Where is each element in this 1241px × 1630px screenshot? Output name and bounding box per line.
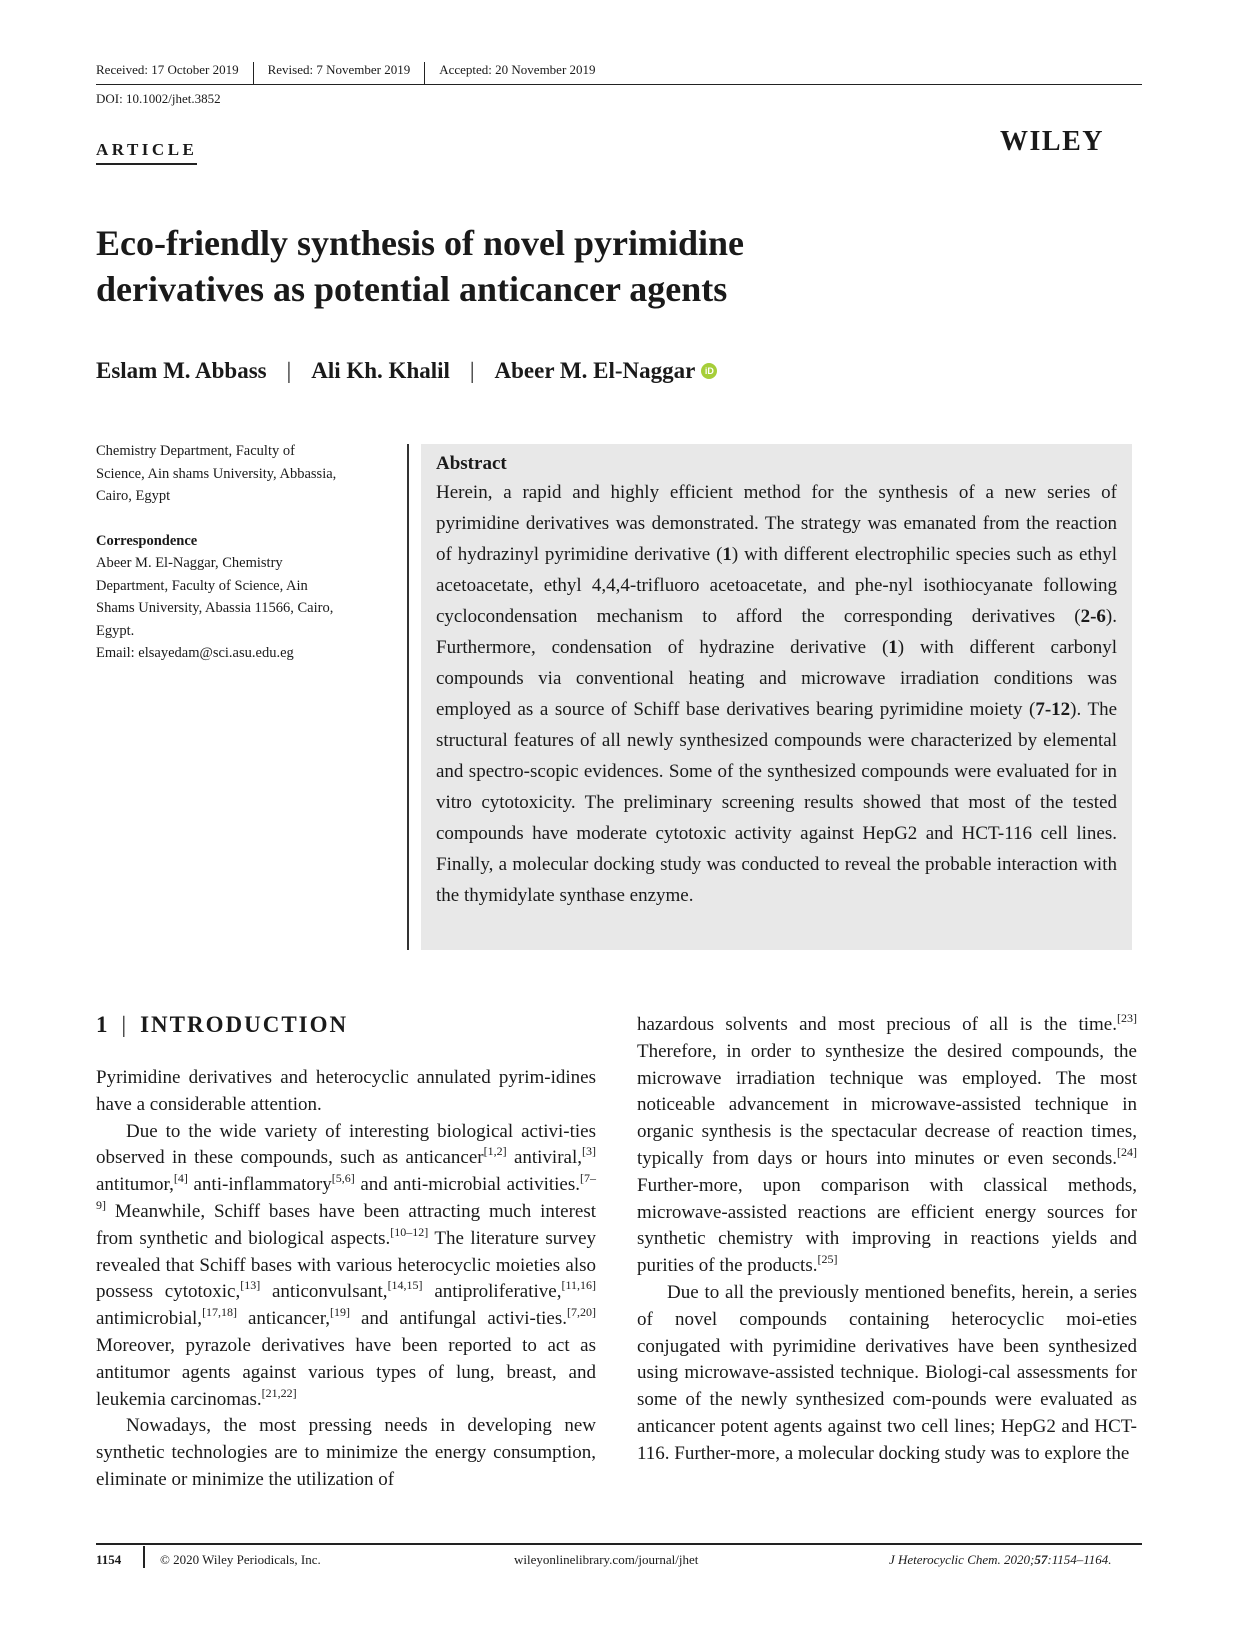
compound-ref: 2-6 [1080, 606, 1106, 627]
author-name: Eslam M. Abbass [96, 358, 267, 383]
abstract-heading: Abstract [436, 453, 507, 474]
orcid-icon[interactable]: iD [701, 363, 717, 379]
compound-ref: 1 [722, 544, 732, 565]
revised-date: Revised: 7 November 2019 [268, 62, 426, 84]
paragraph: Due to the wide variety of interesting biological activi-ties observed in these compounds, such as anticancer[1,2] antiviral,[3] antitumor,[4] anti-inflammatory[5,6] and anti-microbial activities.[7–9] Meanwhile, Schiff bases have been attracting much interest from synthetic and biological aspects.[10–12] The literature survey revealed that Schiff bases with various heterocyclic moieties also possess cytotoxic,[13] anticonvulsant,[14,15] antiproliferative,[11,16] antimicrobial,[17,18] anticancer,[19] and antifungal activi-ties.[7,20] Moreover, pyrazole derivatives have been reported to act as antitumor agents against various types of lung, breast, and leukemia carcinomas.[21,22] [96, 1120, 597, 1410]
citation[interactable]: [3] [582, 1144, 597, 1159]
footer-divider [96, 1543, 1142, 1545]
compound-ref: 1 [888, 637, 898, 658]
paragraph: Nowadays, the most pressing needs in developing new synthetic technologies are to minimize the energy consumption, eliminate or minimize the utilization of [96, 1415, 596, 1490]
abstract-divider [407, 444, 409, 950]
correspondence-email: Email: elsayedam@sci.asu.edu.eg [96, 645, 294, 661]
citation[interactable]: [14,15] [387, 1278, 423, 1293]
page-number: 1154 [96, 1552, 122, 1567]
author-separator: | [286, 358, 292, 383]
citation[interactable]: [10–12] [390, 1224, 429, 1239]
citation[interactable]: [24] [1117, 1144, 1137, 1159]
compound-ref: 7-12 [1035, 699, 1071, 720]
citation[interactable]: [25] [817, 1252, 838, 1267]
affiliation-line: Science, Ain shams University, Abbassia, [96, 465, 337, 482]
section-separator: | [121, 1012, 129, 1037]
citation[interactable]: [21,22] [261, 1385, 297, 1400]
correspondence-line: Shams University, Abassia 11566, Cairo, [96, 600, 334, 616]
citation[interactable]: [7–9] [96, 1171, 596, 1212]
citation[interactable]: [11,16] [561, 1278, 597, 1293]
citation[interactable]: [23] [1117, 1011, 1137, 1025]
publisher-logo: WILEY [1000, 126, 1104, 157]
correspondence-line: Abeer M. El-Naggar, Chemistry [96, 555, 283, 571]
accepted-date: Accepted: 20 November 2019 [439, 62, 596, 77]
correspondence-heading: Correspondence [96, 532, 198, 549]
history-dates [96, 62, 1142, 85]
paragraph: Due to all the previously mentioned benefits, herein, a series of novel compounds containing heterocyclic moi-eties conjugated with pyrimidine derivatives have been synthesized using microwave-assisted technique. Biologi-cal assessments for some of the newly synthesized com-pounds were evaluated as anticancer potent agents against two cell lines; HepG2 and HCT-116. Further-more, a molecular docking study was to explore the [637, 1281, 1137, 1464]
citation[interactable]: [17,18] [202, 1305, 238, 1320]
citation[interactable]: [5,6] [331, 1171, 355, 1186]
citation[interactable]: [1,2] [483, 1144, 507, 1159]
correspondence-line: Egypt. [96, 622, 135, 639]
copyright: © 2020 Wiley Periodicals, Inc. [160, 1552, 321, 1567]
author-name: Abeer M. El-Naggar [494, 358, 696, 383]
section-title: INTRODUCTION [140, 1012, 349, 1037]
journal-url[interactable]: wileyonlinelibrary.com/journal/jhet [514, 1552, 699, 1567]
affiliation-line: Cairo, Egypt [96, 488, 171, 504]
author-separator: | [469, 358, 475, 383]
article-type-label: ARTICLE [96, 140, 197, 165]
paragraph: hazardous solvents and most precious of all is the time.[23] Therefore, in order to synthesize the desired compounds, the microwave irradiation technique was employed. The most noticeable advancement in microwave-assisted technique in organic synthesis is the spectacular decrease of reaction times, typically from days or hours into minutes or even seconds.[24] Further-more, upon comparison with classical methods, microwave-assisted reactions are efficient energy sources for synthetic chemistry with improving in reactions yields and purities of the products.[25] [637, 1011, 1137, 1277]
correspondence-line: Department, Faculty of Science, Ain [96, 577, 308, 594]
citation[interactable]: [13] [240, 1278, 261, 1293]
abstract-box [421, 444, 1132, 950]
section-heading [96, 1012, 348, 1038]
author-name: Ali Kh. Khalil [311, 358, 450, 383]
affiliation-line: Chemistry Department, Faculty of [96, 443, 295, 459]
affiliation-block [96, 440, 386, 665]
author-list [96, 358, 717, 384]
footer-separator [143, 1546, 145, 1568]
title-line-2: derivatives as potential anticancer agents [96, 269, 728, 309]
citation[interactable]: [7,20] [567, 1305, 596, 1320]
left-column [96, 1065, 596, 1494]
received-date: Received: 17 October 2019 [96, 62, 254, 84]
doi: DOI: 10.1002/jhet.3852 [96, 91, 221, 106]
title-line-1: Eco-friendly synthesis of novel pyrimidine [96, 223, 745, 263]
journal-citation: J Heterocyclic Chem. 2020;57:1154–1164. [889, 1552, 1112, 1567]
citation[interactable]: [19] [330, 1305, 351, 1320]
section-number: 1 [96, 1012, 110, 1037]
abstract-text: Herein, a rapid and highly efficient method for the synthesis of a new series of pyrimidine derivatives was demonstrated. The strategy was emanated from the reaction of hydrazinyl pyrimidine derivative (1) with different electrophilic species such as ethyl acetoacetate, ethyl 4,4,4-trifluoro acetoacetate, and phe-nyl isothiocyanate following cyclocondensation mechanism to afford the corresponding derivatives (2-6). Furthermore, condensation of hydrazine derivative (1) with different carbonyl compounds via conventional heating and microwave irradiation conditions was employed as a source of Schiff base derivatives bearing pyrimidine moiety (7-12). The structural features of all newly synthesized compounds were characterized by elemental and spectro-scopic evidences. Some of the synthesized compounds were evaluated for in vitro cytotoxicity. The preliminary screening results showed that most of the tested compounds have moderate cytotoxic activity against HepG2 and HCT-116 cell lines. Finally, a molecular docking study was conducted to reveal the probable interaction with the thymidylate synthase enzyme. [436, 482, 1118, 906]
article-title [96, 220, 996, 312]
citation[interactable]: [4] [173, 1171, 188, 1186]
right-column [637, 1012, 1137, 1468]
paragraph: Pyrimidine derivatives and heterocyclic annulated pyrim-idines have a considerable attention. [96, 1067, 596, 1115]
